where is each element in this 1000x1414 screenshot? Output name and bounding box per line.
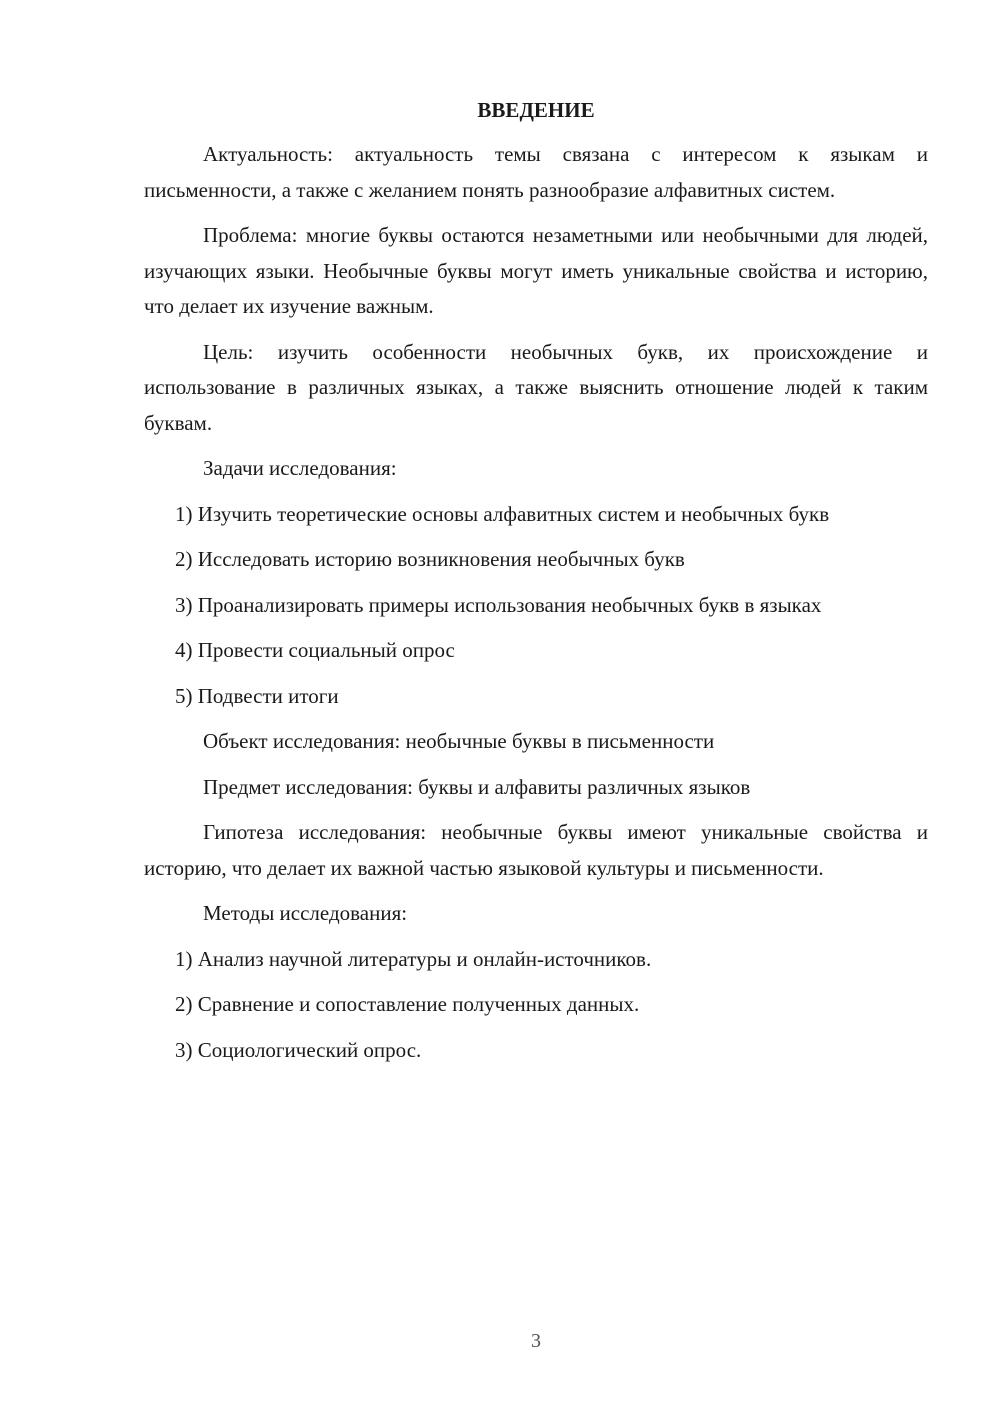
tasks-heading: Задачи исследования: xyxy=(203,456,397,480)
document-body xyxy=(144,92,928,1078)
relevance-paragraph: Актуальность: актуальность темы связана с интересом к языкам и письменности, а также с желанием понять разнообразие алфавитных систем. xyxy=(144,142,928,202)
task-item-2: 2) Исследовать историю возникновения необычных букв xyxy=(175,547,685,571)
task-item-1: 1) Изучить теоретические основы алфавитных систем и необычных букв xyxy=(175,501,830,526)
object-paragraph: Объект исследования: необычные буквы в письменности xyxy=(203,729,715,753)
task-item-5: 5) Подвести итоги xyxy=(175,683,339,708)
page-number: 3 xyxy=(531,1330,541,1352)
goal-paragraph: Цель: изучить особенности необычных букв, их происхождение и использование в различных языках, а также выяснить отношение людей к таким буквам. xyxy=(144,339,928,435)
method-item-1: 1) Анализ научной литературы и онлайн-источников. xyxy=(175,946,652,971)
methods-heading: Методы исследования: xyxy=(203,901,408,925)
method-item-3: 3) Социологический опрос. xyxy=(175,1037,422,1062)
problem-paragraph: Проблема: многие буквы остаются незаметными или необычными для людей, изучающих языки. Необычные буквы могут иметь уникальные свойства и историю, что делает их изучение важным. xyxy=(144,223,928,318)
method-item-2: 2) Сравнение и сопоставление полученных данных. xyxy=(175,992,640,1016)
task-item-3: 3) Проанализировать примеры использования необычных букв в языках xyxy=(175,592,822,617)
section-title: ВВЕДЕНИЕ xyxy=(477,98,595,122)
subject-paragraph: Предмет исследования: буквы и алфавиты различных языков xyxy=(203,774,751,799)
hypothesis-paragraph: Гипотеза исследования: необычные буквы имеют уникальные свойства и историю, что делает их важной частью языковой культуры и письменности. xyxy=(144,820,928,880)
task-item-4: 4) Провести социальный опрос xyxy=(175,638,455,662)
